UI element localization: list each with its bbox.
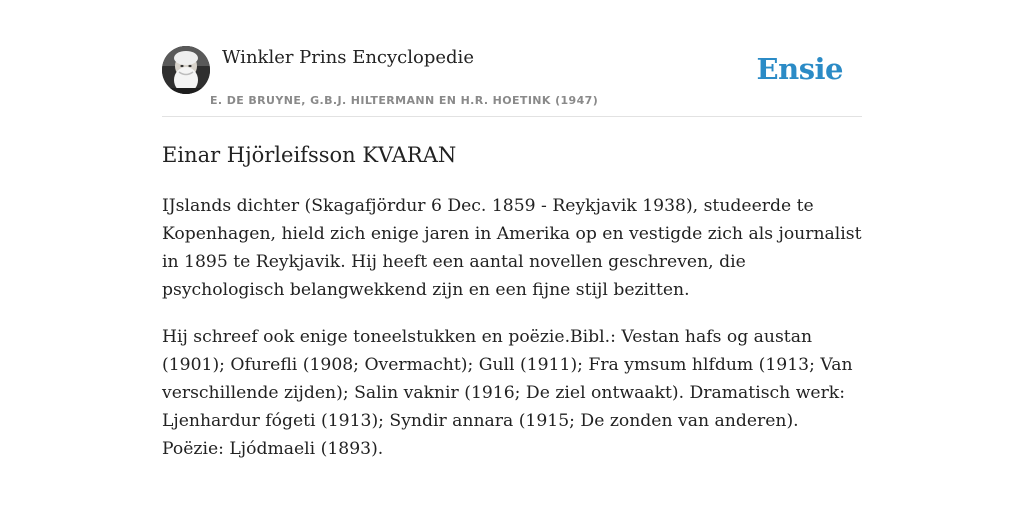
article-title: Einar Hjörleifsson KVARAN — [162, 143, 457, 167]
portrait-photo-icon — [162, 46, 210, 94]
encyclopedia-header — [162, 46, 862, 117]
article-paragraph-2: Hij schreef ook enige toneelstukken en poëzie.Bibl.: Vestan hafs og austan (1901); Ofurefli (1908; Overmacht); Gull (1911); Fra ymsum hlfdum (1913; Van verschillende zijden); Salin vaknir (1916; De ziel ontwaakt). Dramatisch werk: Ljenhardur fógeti (1913); Syndir annara (1915; De zonden van anderen). Poëzie: Ljódmaeli (1893). — [162, 327, 853, 459]
authors-line: E. DE BRUYNE, G.B.J. HILTERMANN EN H.R. HOETINK (1947) — [210, 94, 599, 107]
author-avatar[interactable] — [162, 46, 210, 94]
site-title[interactable]: Winkler Prins Encyclopedie — [222, 47, 474, 68]
ensie-logo-link[interactable]: Ensie — [756, 52, 843, 86]
article-paragraph-1: IJslands dichter (Skagafjördur 6 Dec. 1859 - Reykjavik 1938), studeerde te Kopenhagen, hield zich enige jaren in Amerika op en vestigde zich als journalist in 1895 te Reykjavik. Hij heeft een aantal novellen geschreven, die psychologisch belangwekkend zijn en een fijne stijl bezitten. — [162, 196, 862, 300]
article — [162, 140, 862, 463]
